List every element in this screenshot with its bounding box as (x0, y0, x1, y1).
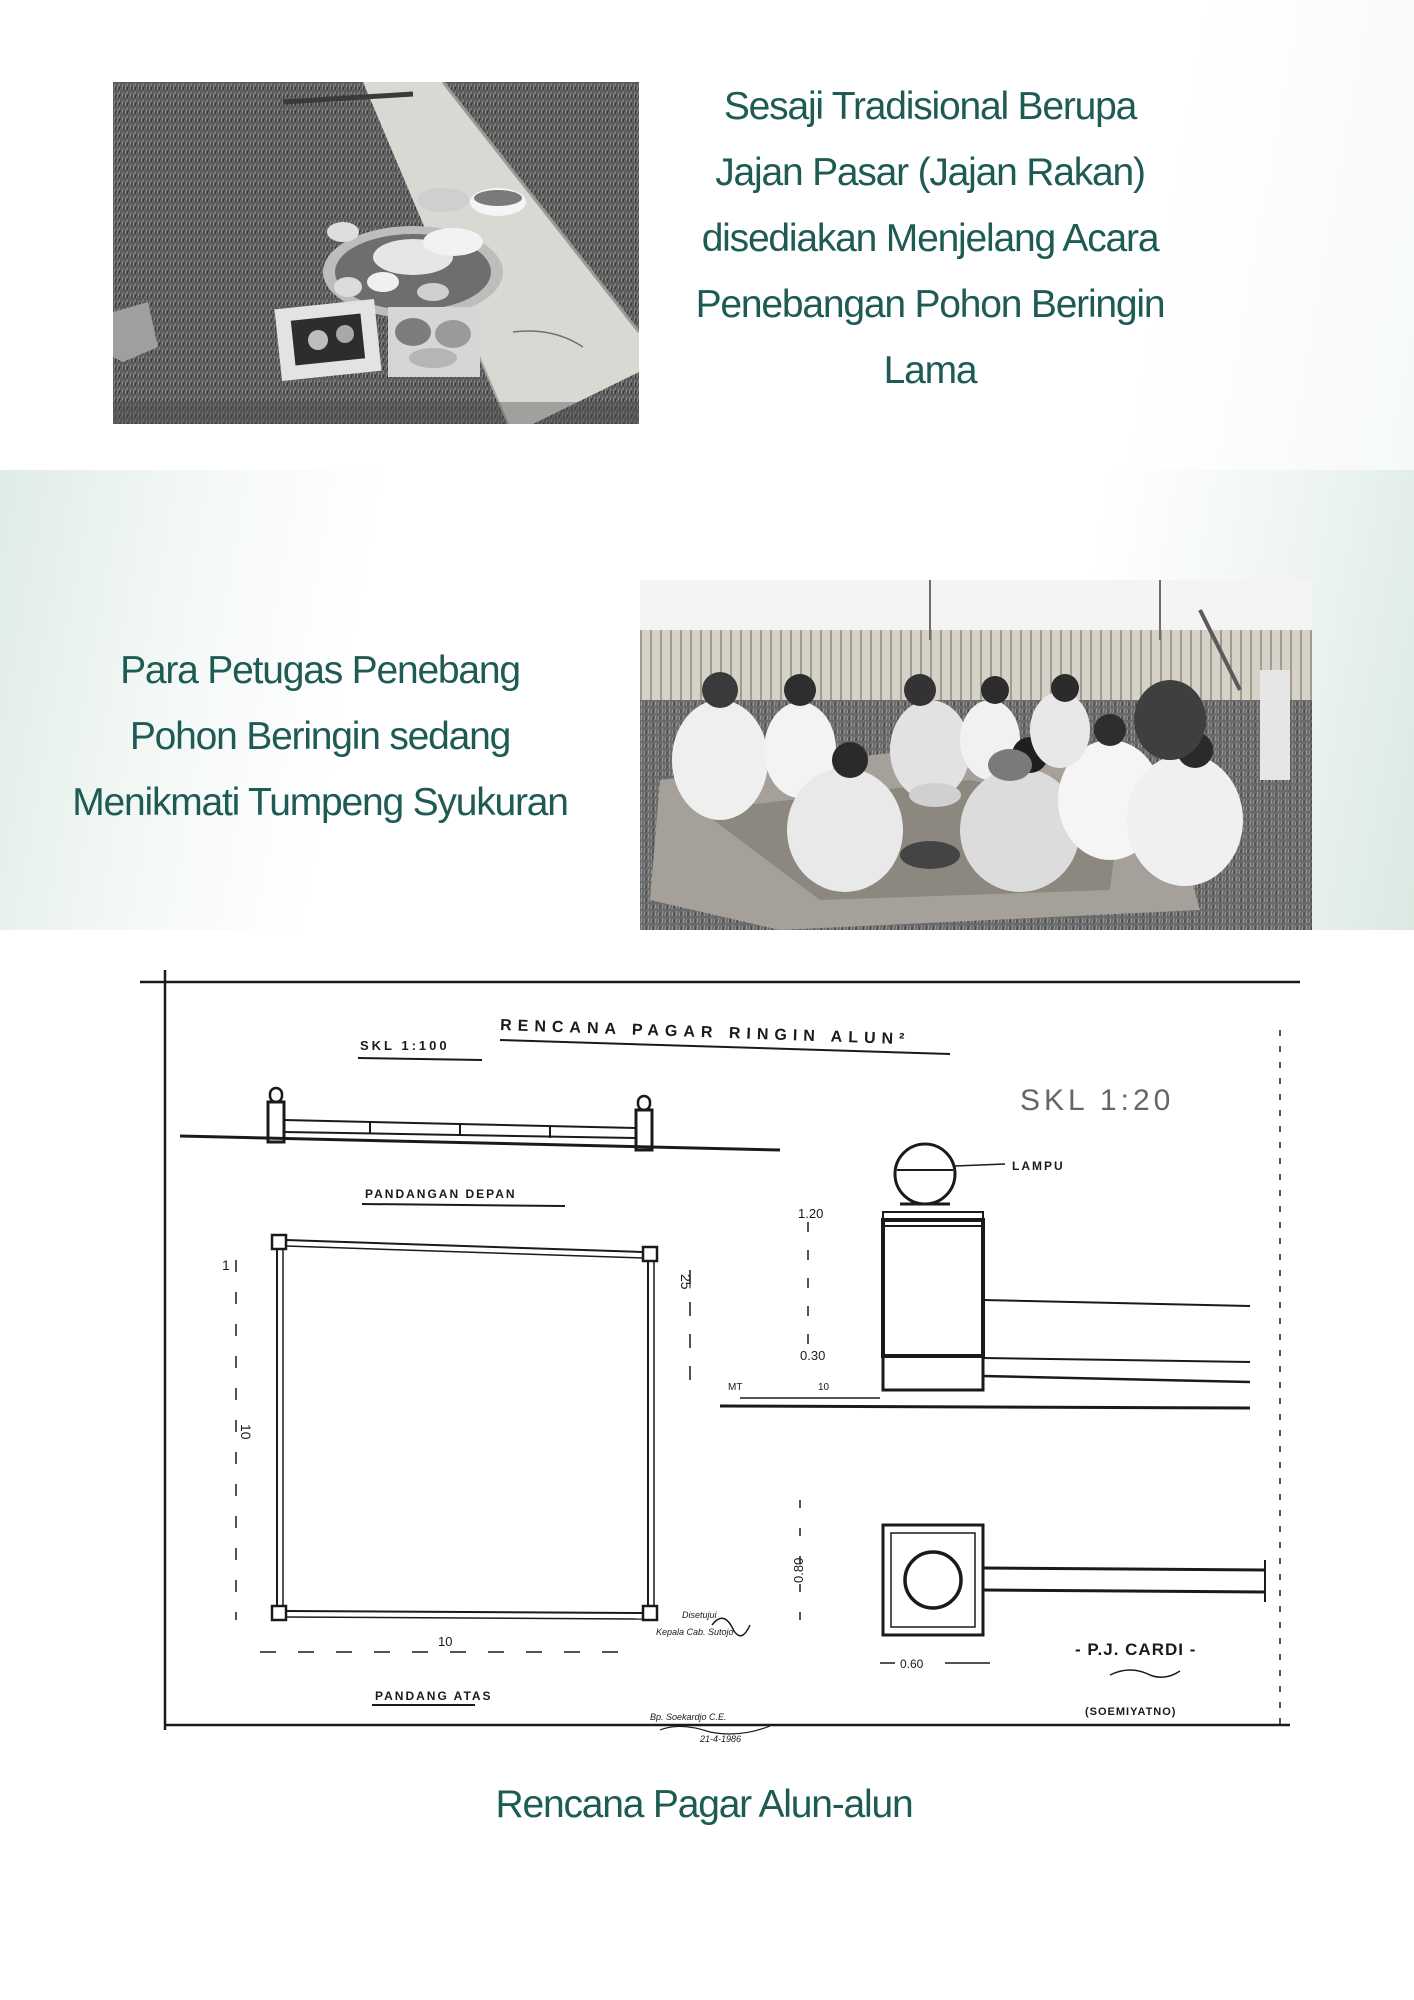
caption-line: Pohon Beringin sedang (129, 715, 511, 758)
caption-line: Rencana Pagar Alun-alun (495, 1783, 913, 1826)
dim-030: 0.30 (800, 1348, 826, 1363)
dim-1: 1 (222, 1257, 230, 1273)
dim-060: 0.60 (900, 1657, 924, 1671)
caption-line: Penebangan Pohon Beringin (695, 283, 1165, 326)
workers-caption (20, 638, 620, 836)
scale-small-label: SKL 1:100 (360, 1038, 450, 1053)
dim-10-bottom: 10 (438, 1634, 453, 1649)
note-date: 21-4-1986 (700, 1734, 742, 1744)
note-top: Disetujui (682, 1610, 717, 1620)
note-mid: Kepala Cab. Sutojo (656, 1627, 734, 1637)
fence-plan-caption (404, 1772, 1004, 1838)
caption-line: Para Petugas Penebang (120, 649, 520, 692)
dim-10-small: 10 (818, 1382, 830, 1393)
signature-sub: (SOEMIYATNO) (1085, 1706, 1177, 1718)
caption-line: disediakan Menjelang Acara (701, 217, 1159, 260)
top-view-label: PANDANG ATAS (375, 1689, 493, 1703)
fence-plan-drawing (0, 930, 1414, 1772)
offering-photo (113, 82, 639, 424)
caption-line: Sesaji Tradisional Berupa (723, 85, 1137, 128)
lamp-label: LAMPU (1012, 1159, 1065, 1173)
caption-line: Jajan Pasar (Jajan Rakan) (715, 151, 1145, 194)
offering-caption (660, 74, 1200, 404)
dim-25: 25 (678, 1274, 694, 1290)
dim-080: 0.80 (791, 1557, 806, 1583)
dim-mt: MT (728, 1382, 743, 1393)
note-bottom: Bp. Soekardjo C.E. (650, 1712, 727, 1722)
signature-name: - P.J. CARDI - (1075, 1640, 1197, 1659)
scale-large-label: SKL 1:20 (1020, 1084, 1175, 1117)
front-view-label: PANDANGAN DEPAN (365, 1187, 517, 1201)
caption-line: Lama (883, 349, 977, 392)
dim-120: 1.20 (798, 1206, 824, 1221)
workers-photo (640, 580, 1312, 958)
dim-10-side: 10 (238, 1424, 254, 1440)
drawing-title: RENCANA PAGAR RINGIN ALUN² (499, 1017, 911, 1049)
caption-line: Menikmati Tumpeng Syukuran (72, 781, 568, 824)
